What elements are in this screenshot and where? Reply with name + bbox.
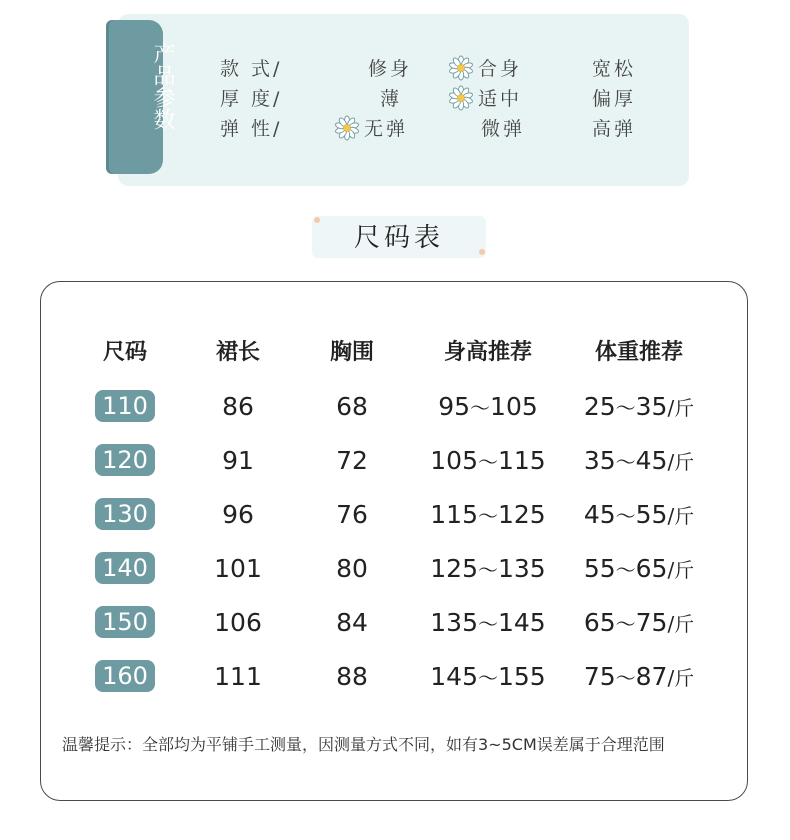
height-range-cell: 95～105 [438,392,538,421]
bust-cell: 80 [336,554,368,583]
bust-cell: 68 [336,392,368,421]
param-label: 弹 性/ [220,118,283,140]
length-cell: 106 [214,608,262,637]
header-weight: 体重推荐 [594,340,683,365]
bust-cell: 84 [336,608,368,637]
length-cell: 91 [222,446,254,475]
param-row-style [0,54,790,84]
weight-range-cell: 25～35/斤 [583,392,695,421]
header-height: 身高推荐 [443,340,532,365]
weight-range-cell: 65～75/斤 [583,608,695,637]
param-row-thickness [0,84,790,114]
height-range-cell: 145～155 [430,662,546,691]
header-size: 尺码 [102,340,147,365]
length-cell: 86 [222,392,254,421]
size-badge: 120 [95,444,155,476]
header-length: 裙长 [215,340,260,365]
param-option: 修身 [368,58,413,80]
daisy-icon [448,55,474,81]
height-range-cell: 135～145 [430,608,546,637]
param-row-elasticity [0,114,790,144]
weight-range-cell: 55～65/斤 [583,554,695,583]
size-badge: 150 [95,606,155,638]
height-range-cell: 115～125 [430,500,546,529]
param-option: 薄 [380,88,403,110]
length-cell: 111 [214,662,262,691]
param-option: 偏厚 [592,88,637,110]
param-option-selected: 适中 [448,84,522,114]
bust-cell: 76 [336,500,368,529]
product-params-tab-label: 产品参数 [150,42,175,130]
size-badge: 140 [95,552,155,584]
height-range-cell: 125～135 [430,554,546,583]
size-badge: 110 [95,390,155,422]
param-option-selected: 无弹 [334,114,408,144]
size-chart-title: 尺码表 [353,223,444,253]
daisy-icon [448,85,474,111]
height-range-cell: 105～115 [430,446,546,475]
length-cell: 101 [214,554,262,583]
weight-range-cell: 35～45/斤 [583,446,695,475]
bust-cell: 72 [336,446,368,475]
daisy-icon [334,115,360,141]
param-label: 厚 度/ [220,88,283,110]
param-option-selected: 合身 [448,54,522,84]
size-badge: 160 [95,660,155,692]
bust-cell: 88 [336,662,368,691]
length-cell: 96 [222,500,254,529]
measurement-note: 温馨提示：全部均为平铺手工测量，因测量方式不同，如有3~5CM误差属于合理范围 [62,735,665,754]
weight-range-cell: 75～87/斤 [583,662,695,691]
param-option: 宽松 [592,58,637,80]
weight-range-cell: 45～55/斤 [583,500,695,529]
param-option: 微弹 [481,118,526,140]
size-badge: 130 [95,498,155,530]
param-label: 款 式/ [220,58,283,80]
param-option: 高弹 [592,118,637,140]
header-bust: 胸围 [329,340,374,365]
